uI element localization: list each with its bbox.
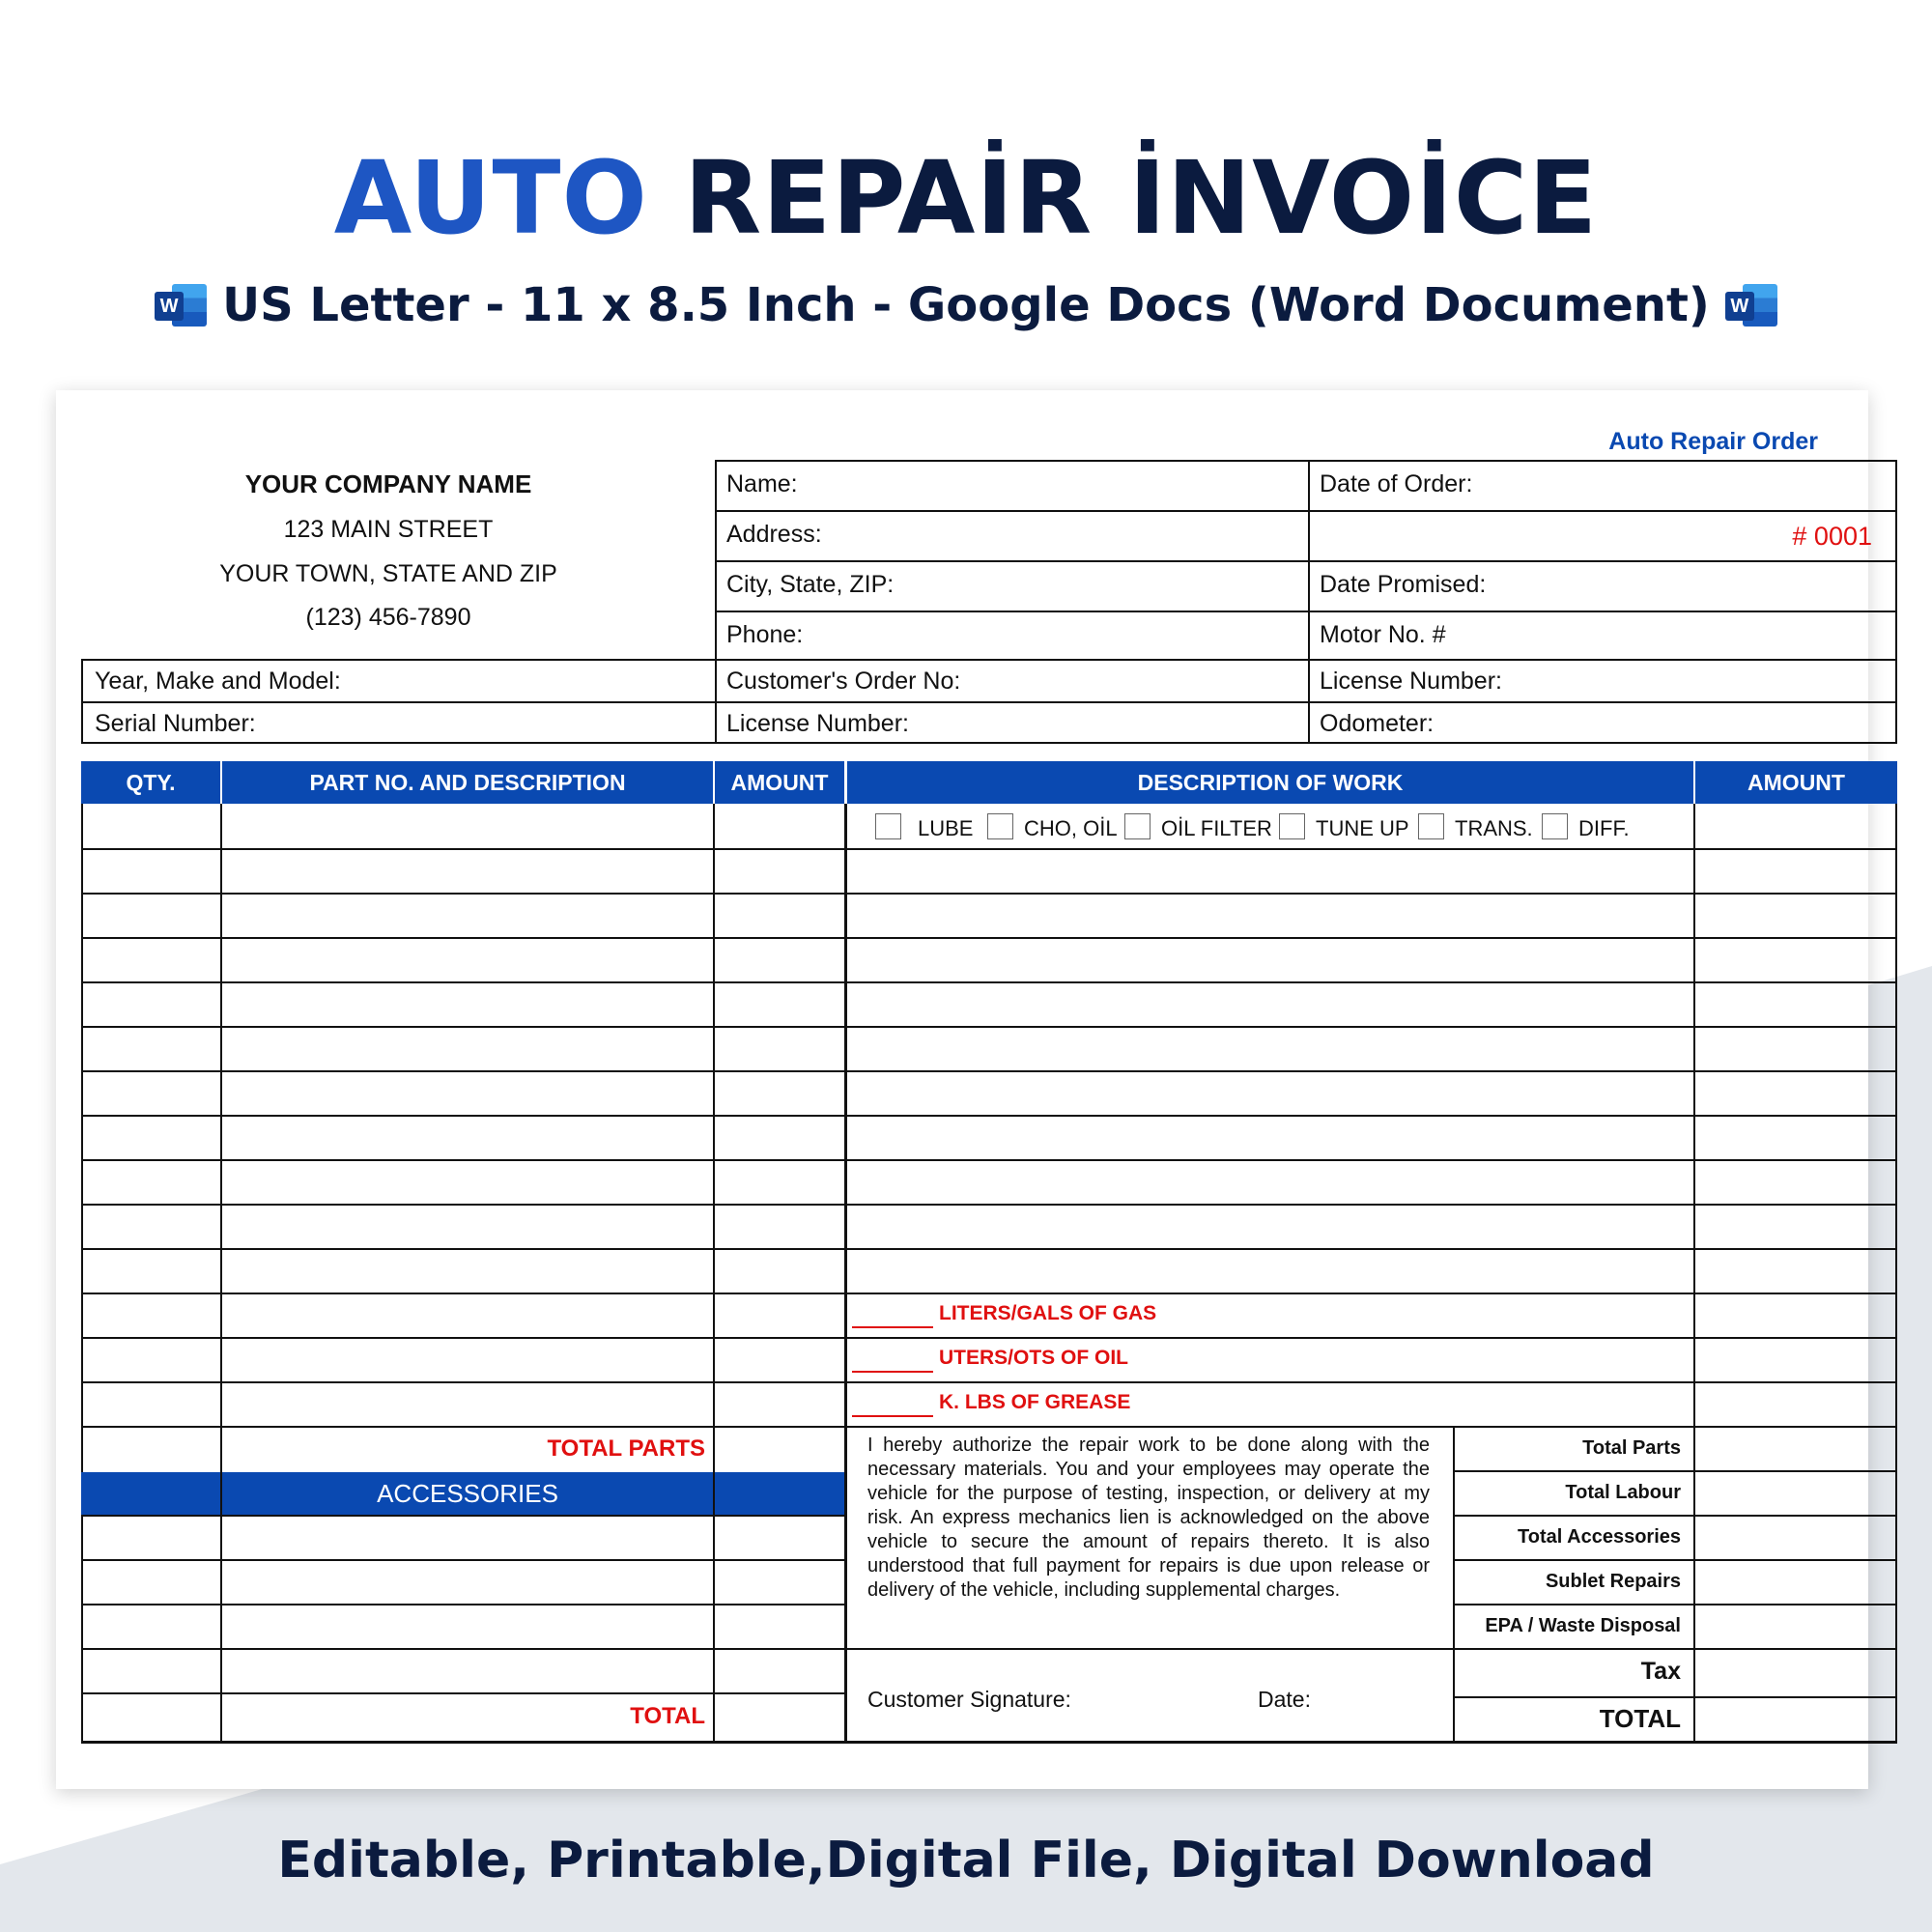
total-parts-label: TOTAL PARTS bbox=[547, 1435, 705, 1462]
signature-date-label: Date: bbox=[1258, 1687, 1311, 1712]
company-town: YOUR TOWN, STATE AND ZIP bbox=[219, 560, 557, 587]
odometer-label: Odometer: bbox=[1320, 710, 1435, 737]
differential-checkbox[interactable] bbox=[1542, 813, 1568, 839]
total-labour-label: Total Labour bbox=[1565, 1482, 1681, 1503]
accessories-bar bbox=[81, 1472, 220, 1515]
accessories-bar bbox=[715, 1472, 844, 1515]
page-headline bbox=[0, 140, 1932, 256]
motor-no-label: Motor No. # bbox=[1320, 621, 1446, 648]
license-number-label: License Number: bbox=[1320, 668, 1502, 695]
epa-waste-disposal-label: EPA / Waste Disposal bbox=[1485, 1615, 1681, 1636]
subtitle-text: US Letter - 11 x 8.5 Inch - Google Docs (Word Document) bbox=[222, 278, 1710, 332]
grand-total-label: TOTAL bbox=[1599, 1704, 1681, 1733]
invoice-number: # 0001 bbox=[1792, 522, 1872, 551]
footer-tagline: Editable, Printable,Digital File, Digital Download bbox=[277, 1832, 1655, 1889]
total-accessories-label: Total Accessories bbox=[1518, 1526, 1681, 1548]
customer-city-label: City, State, ZIP: bbox=[726, 571, 895, 598]
page-subtitle bbox=[0, 276, 1932, 334]
amount-header: AMOUNT bbox=[715, 761, 844, 804]
transmission-checkbox[interactable] bbox=[1418, 813, 1444, 839]
change-oil-label: CHO, OİL bbox=[1024, 816, 1118, 840]
tune-up-checkbox[interactable] bbox=[1279, 813, 1305, 839]
headline-accent: AUTO bbox=[333, 139, 648, 257]
tune-up-label: TUNE UP bbox=[1316, 816, 1409, 840]
fluid-line-gas: LITERS/GALS OF GAS bbox=[852, 1299, 1156, 1328]
transmission-label: TRANS. bbox=[1455, 816, 1533, 840]
customer-address-label: Address: bbox=[726, 521, 822, 548]
authorization-text: I hereby authorize the repair work to be done along with the necessary materials. You and your employees may operate the vehicle for the purpose of testing, inspection, or delivery at my risk. An express mechanics lien is acknowledged on the above vehicle to secure the amount of repairs thereto. It is also understood that full payment for repairs is due upon release or delivery of the vehicle, including supplemental charges. bbox=[867, 1435, 1430, 1601]
company-street: 123 MAIN STREET bbox=[283, 516, 494, 543]
fluid-line-grease: K. LBS OF GREASE bbox=[852, 1388, 1130, 1417]
invoice-sheet bbox=[56, 390, 1872, 1789]
date-of-order-label: Date of Order: bbox=[1320, 470, 1473, 497]
word-document-icon: W bbox=[1725, 282, 1777, 328]
part-description-header: PART NO. AND DESCRIPTION bbox=[222, 761, 713, 804]
company-name: YOUR COMPANY NAME bbox=[244, 469, 532, 498]
company-phone: (123) 456-7890 bbox=[305, 604, 471, 631]
date-promised-label: Date Promised: bbox=[1320, 571, 1487, 598]
differential-label: DIFF. bbox=[1578, 816, 1630, 840]
word-document-icon: W bbox=[155, 282, 207, 328]
amount-header: AMOUNT bbox=[1695, 761, 1897, 804]
fluid-line-oil: UTERS/OTS OF OIL bbox=[852, 1344, 1128, 1373]
lube-label: LUBE bbox=[918, 816, 974, 840]
form-title: Auto Repair Order bbox=[1608, 428, 1818, 455]
change-oil-checkbox[interactable] bbox=[987, 813, 1013, 839]
work-description-header: DESCRIPTION OF WORK bbox=[847, 761, 1693, 804]
total-parts-summary-label: Total Parts bbox=[1582, 1437, 1681, 1459]
customer-signature-label: Customer Signature: bbox=[867, 1687, 1071, 1712]
customer-phone-label: Phone: bbox=[726, 621, 804, 648]
sublet-repairs-label: Sublet Repairs bbox=[1545, 1571, 1681, 1592]
license-number-label: License Number: bbox=[726, 710, 909, 737]
accessories-header: ACCESSORIES bbox=[222, 1472, 713, 1515]
year-make-model-label: Year, Make and Model: bbox=[95, 668, 341, 695]
customer-name-label: Name: bbox=[726, 470, 798, 497]
customers-order-no-label: Customer's Order No: bbox=[726, 668, 961, 695]
tax-label: Tax bbox=[1640, 1658, 1681, 1685]
lube-checkbox[interactable] bbox=[875, 813, 901, 839]
oil-filter-checkbox[interactable] bbox=[1124, 813, 1151, 839]
total-label: TOTAL bbox=[630, 1703, 705, 1729]
qty-header: QTY. bbox=[81, 761, 220, 804]
oil-filter-label: OİL FILTER bbox=[1161, 816, 1272, 840]
headline-rest: REPAİR İNVOİCE bbox=[684, 139, 1599, 257]
serial-number-label: Serial Number: bbox=[95, 710, 256, 737]
